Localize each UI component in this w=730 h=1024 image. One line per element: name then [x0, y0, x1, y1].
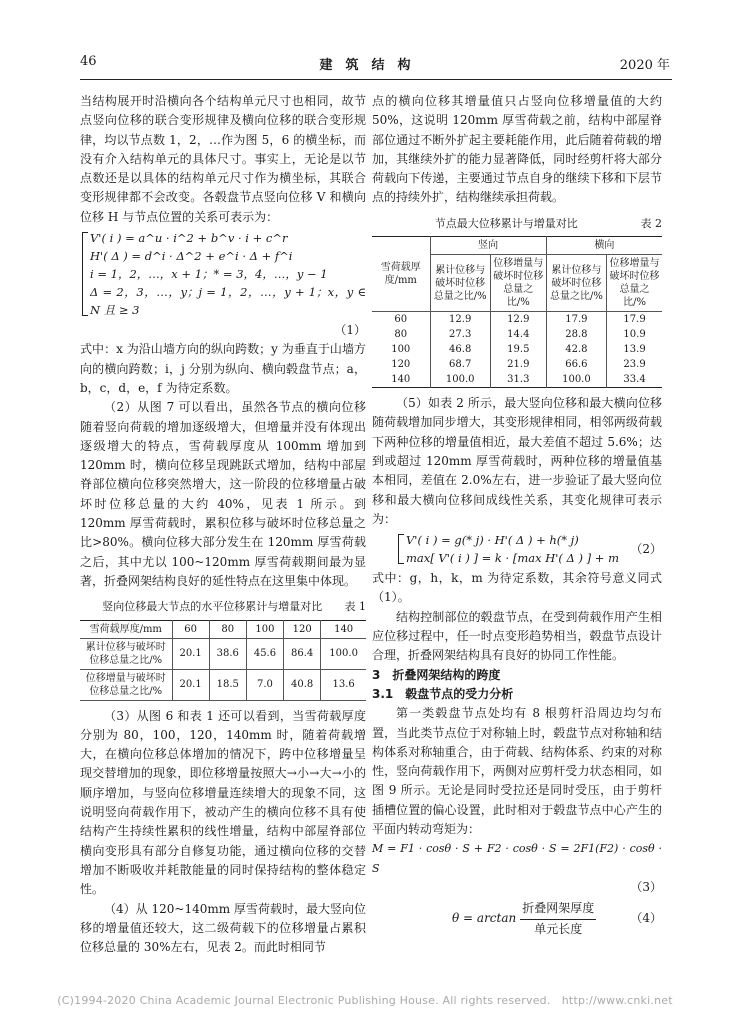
copyright-footer: (C)1994-2020 China Academic Journal Electronic Publishing House. All rights reserved. http://www.cnki.net — [57, 994, 673, 1007]
table-head-cell: 雪荷载厚度/mm — [372, 237, 430, 312]
table-1-caption — [80, 597, 366, 616]
section-heading: 3 折叠网架结构的跨度 — [372, 667, 501, 682]
table-label: 表 1 — [344, 600, 366, 614]
table-cell: 13.6 — [321, 669, 366, 700]
table-cell: 38.6 — [209, 638, 246, 669]
equation-number: （2） — [630, 541, 662, 556]
paragraph: 结构控制部位的毂盘节点，在受到荷载作用产生相应位移过程中，任一时点变形趋势相当，毂盘节点设计合理，折叠网架结构具有良好的协同工作性能。 — [372, 609, 662, 663]
equation-fraction — [520, 899, 596, 939]
table-cell: 66.6 — [546, 357, 606, 372]
equation-number: （3） — [630, 879, 662, 894]
equation-1 — [80, 229, 366, 319]
year: 2020 年 — [619, 58, 670, 73]
table-row — [80, 669, 366, 700]
table-cell: 12.9 — [490, 312, 546, 328]
table-head-cell: 80 — [209, 620, 246, 638]
table-label: 表 2 — [640, 216, 662, 230]
table-head-cell: 位移增量与破坏时位移总量之比/% — [607, 255, 662, 312]
table-row — [372, 327, 662, 342]
table-cell: 23.9 — [623, 359, 646, 371]
table-cell: 18.5 — [209, 669, 246, 700]
table-head-cell: 60 — [172, 620, 209, 638]
table-row — [80, 638, 366, 669]
table-cell: 27.3 — [430, 327, 490, 342]
equation-line: V'( i ) = a^u · i^2 + b^v · i + c^r — [90, 231, 288, 246]
table-1 — [80, 620, 366, 701]
table-cell: 68.7 — [430, 357, 490, 372]
table-cell: 86.4 — [284, 638, 321, 669]
equation-line: H'( Δ ) = d^i · Δ^2 + e^i · Δ + f^i — [90, 249, 293, 264]
table-cell: 60 — [372, 312, 430, 328]
header-rule — [80, 79, 672, 80]
equation-line: Δ = 2，3，…，y；j = 1，2，…，y + 1；x，y ∈ N 且 ≥ 3 — [90, 285, 366, 318]
table-2-caption — [372, 214, 662, 233]
paragraph: 式中：g，h，k，m 为待定系数，其余符号意义同式（1）。 — [372, 571, 662, 605]
paragraph: 当结构展开时沿横向各个结构单元尺寸也相同，故节点竖向位移的联合变形规律及横向位移的联合变形规律，均以节点数 1，2，…作为图 5，6 的横坐标，而没有介入结构单元的具体尺寸。事实上，无论是以节点数还是以具体的结构单元尺寸作为横坐标，其联合变形规律都不会改变。各毂盘节点竖向位移 V 和横向位移 H 与节点位置的关系可表示为： — [80, 94, 366, 224]
table-head-cell: 120 — [284, 620, 321, 638]
paragraph: （5）如表 2 所示，最大竖向位移和最大横向位移随荷载增加同步增大，其变形规律相同，相邻两级荷载下两种位移的增量值相近，最大差值不超过 5.6%；达到或超过 120mm 厚雪荷载时，两种位移的增量值基本相同，差值在 2.0%左右，进一步验证了最大竖向位移和最大横向位移间成线性关系，其变化规律可表示为： — [372, 396, 662, 526]
table-cell: 31.3 — [490, 372, 546, 388]
table-cell: 45.6 — [246, 638, 283, 669]
fraction-numerator: 折叠网架厚度 — [520, 899, 596, 919]
paragraph: （3）从图 6 和表 1 还可以看到，当雪荷载厚度分别为 80，100，120，140mm 时，随着荷载增大，在横向位移总体增加的情况下，跨中位移增量呈现交替增加的现象，即位移增量按照大→小→大→小的顺序增加，与竖向位移增量连续增大的现象不同，这说明竖向荷载作用下，被动产生的横向位移不具有使结构产生持续性累积的线性增量，结构中部屋脊部位横向变形具有部分自修复功能，通过横向位移的交替增加不断吸收并耗散能量的同时保持结构的整体稳定性。 — [80, 708, 366, 897]
equation-3 — [372, 839, 662, 878]
table-cell: 140 — [372, 372, 430, 388]
table-2 — [372, 236, 662, 388]
table-cell: 17.9 — [546, 312, 606, 328]
paragraph: 点的横向位移其增量值只占竖向位移增量值的大约 50%，这说明 120mm 厚雪荷载之前，结构中部屋脊部位通过不断外扩起主要耗能作用，此后随着荷载的增加，其继续外扩的能力显著降低，同时经剪杆将大部分荷载向下传递，主要通过节点自身的继续下移和下层节点的持续外扩，结构继续承担荷载。 — [372, 94, 662, 205]
equation-line: i = 1，2，…，x + 1；* = 3，4，…，y − 1 — [90, 267, 328, 282]
table-cell: 120 — [372, 357, 430, 372]
table-head-cell: 位移增量与破坏时位移总量之比/% — [490, 255, 546, 312]
equation-body: M = F1 · cosθ · S + F2 · cosθ · S = 2F1(F2) · cosθ · S — [372, 842, 662, 875]
table-cell: 100.0 — [321, 638, 366, 669]
table-head-cell: 100 — [246, 620, 283, 638]
page-number: 46 — [80, 54, 97, 69]
table-head-cell: 雪荷载厚度/mm — [80, 620, 172, 638]
equation-2 — [396, 531, 619, 567]
table-cell: 33.4 — [623, 374, 646, 386]
table-title: 竖向位移最大节点的水平位移累计与增量对比 — [102, 600, 323, 614]
equation-lhs: θ = arctan — [452, 911, 517, 926]
table-head-cell: 累计位移与破坏时位移总量之比/% — [546, 255, 606, 312]
table-row — [372, 342, 662, 357]
table-cell: 位移增量与破坏时位移总量之比/% — [80, 669, 172, 700]
paragraph: （2）从图 7 可以看出，虽然各节点的横向位移随着竖向荷载的增加逐级增大，但增量并没有体现出逐级增大的特点，雪荷载厚度从 100mm 增加到 120mm 时，横向位移呈现跳跃式增加，结构中部屋脊部位横向位移突然增大，这一阶段的位移增量占破坏时位移总量的大约 40%，见表 1 所示。到 120mm 厚雪荷载时，累积位移与破坏时位移总量之比>80%。横向位移大部分发生在 120mm 厚雪荷载之后，其中尤以 100~120mm 厚雪荷载期间最为显著，折叠网架结构良好的延性特点在这里集中体现。 — [80, 400, 366, 588]
paragraph: （4）从 120~140mm 厚雪荷载时，最大竖向位移的增量值还较大，这二级荷载下的位移增量占累积位移总量的 30%左右，见表 2。而此时相同节 — [80, 901, 366, 955]
table-row — [372, 357, 662, 372]
table-cell: 100.0 — [546, 372, 606, 388]
table-cell: 7.0 — [246, 669, 283, 700]
journal-title: 建 筑 结 构 — [319, 58, 411, 73]
table-cell: 20.1 — [172, 669, 209, 700]
table-cell: 21.9 — [490, 357, 546, 372]
left-column — [80, 92, 366, 957]
paragraph: 第一类毂盘节点处均有 8 根剪杆沿周边均匀布置，当此类节点位于对称轴上时，毂盘节点对称轴和结构体系对称轴重合，由于荷载、结构体系、约束的对称性，竖向荷载作用下，两侧对应剪杆受力状态相同，如图 9 所示。无论是同时受拉还是同时受压，由于剪杆插槽位置的偏心设置，此时相对于毂盘节点中心产生的平面内转动弯矩为： — [372, 706, 662, 837]
table-cell: 46.8 — [430, 342, 490, 357]
table-group-horizontal: 横向 — [546, 237, 662, 255]
table-cell: 12.9 — [430, 312, 490, 328]
table-cell: 28.8 — [546, 327, 606, 342]
equation-line: V'( i ) = g(* j) · H'( Δ ) + h(* j) — [406, 533, 579, 548]
fraction-denominator: 单元长度 — [534, 921, 583, 936]
equation-line: max[ V'( i ) ] = k · [max H'( Δ ) ] + m — [406, 551, 620, 566]
equation-number: （4） — [630, 911, 662, 926]
table-cell: 13.9 — [623, 344, 646, 356]
table-cell: 80 — [372, 327, 430, 342]
table-cell: 40.8 — [284, 669, 321, 700]
equation-2-wrap — [372, 529, 662, 569]
table-cell: 100.0 — [430, 372, 490, 388]
table-group-vertical: 竖向 — [430, 237, 546, 255]
equation-number: （1） — [334, 323, 366, 338]
table-cell: 10.9 — [623, 329, 646, 341]
paragraph: 式中：x 为沿山墙方向的纵向跨数；y 为垂直于山墙方向的横向跨数；i，j 分别为纵向、横向毂盘节点；a，b，c，d，e，f 为待定系数。 — [80, 342, 366, 395]
table-cell: 17.9 — [623, 314, 646, 326]
table-head-cell: 累计位移与破坏时位移总量之比/% — [430, 255, 490, 312]
right-column — [372, 92, 662, 939]
subsection-heading: 3.1 毂盘节点的受力分析 — [372, 686, 514, 701]
table-cell: 累计位移与破坏时位移总量之比/% — [80, 638, 172, 669]
table-row — [372, 372, 662, 388]
table-cell: 20.1 — [172, 638, 209, 669]
table-cell: 42.8 — [546, 342, 606, 357]
table-row — [372, 312, 662, 328]
equation-4 — [372, 899, 662, 939]
table-cell: 19.5 — [490, 342, 546, 357]
table-cell: 100 — [372, 342, 430, 357]
table-head-cell: 140 — [321, 620, 366, 638]
table-cell: 14.4 — [490, 327, 546, 342]
table-title: 节点最大位移累计与增量对比 — [434, 216, 578, 230]
